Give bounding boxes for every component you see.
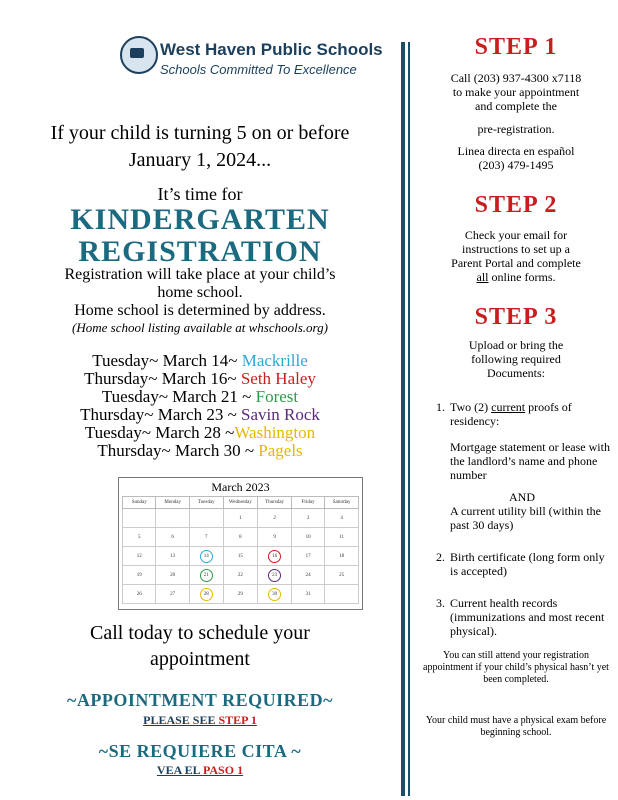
weekday-header: Friday <box>292 497 325 509</box>
step3-title: STEP 3 <box>474 304 558 330</box>
march-2023-calendar <box>118 477 363 610</box>
weekday-header: Sunday <box>123 497 156 509</box>
step1-line: Linea directa en español <box>457 144 575 158</box>
calendar-week <box>123 566 359 585</box>
weekday-header: Wednesday <box>223 497 258 509</box>
calendar-day <box>258 547 292 566</box>
circled-date: 23 <box>268 569 281 582</box>
circled-date: 30 <box>268 588 281 601</box>
item1-utility-bill: A current utility bill (within the past 30 days) <box>450 504 601 532</box>
date-label: Thursday~ March 30 ~ <box>97 441 259 460</box>
kindergarten-word: KINDERGARTEN <box>70 203 330 236</box>
calendar-week <box>123 585 359 604</box>
calendar-day <box>189 547 223 566</box>
list-item: 3. Current health records (immunizations and most recent physical). <box>448 596 614 638</box>
registration-dates <box>0 352 400 460</box>
date-label: Tuesday~ March 21 ~ <box>101 387 256 406</box>
intro-line-1: If your child is turning 5 on or before <box>50 122 350 144</box>
school-label: Mackrille <box>241 351 308 370</box>
all-emphasis: all <box>476 270 489 284</box>
step1-line: Call (203) 937-4300 x7118 <box>450 71 582 85</box>
calendar-day: 31 <box>292 585 325 604</box>
school-logo <box>120 36 158 74</box>
calendar-day: 18 <box>325 547 359 566</box>
se-requiere-cita-heading: ~SE REQUIERE CITA ~ <box>98 741 302 761</box>
vea-el-paso1 <box>0 763 400 778</box>
calendar-day: 15 <box>223 547 258 566</box>
calendar-day: 27 <box>156 585 190 604</box>
calendar-day: 2 <box>258 509 292 528</box>
please-see-label: PLEASE SEE <box>143 713 219 727</box>
date-row <box>0 406 400 424</box>
calendar-day: 29 <box>223 585 258 604</box>
weekday-header: Tuesday <box>189 497 223 509</box>
calendar-day: 25 <box>325 566 359 585</box>
calendar-day: 8 <box>223 528 258 547</box>
step1-instructions <box>418 71 614 113</box>
circled-date: 28 <box>200 588 213 601</box>
step2-instructions <box>418 228 614 284</box>
registration-info <box>0 266 400 320</box>
calendar-day <box>258 566 292 585</box>
circled-date: 21 <box>200 569 213 582</box>
column-divider <box>401 42 405 796</box>
calendar-week <box>123 547 359 566</box>
school-label: Seth Haley <box>240 369 316 388</box>
school-label: Savin Rock <box>241 405 320 424</box>
calendar-day: 17 <box>292 547 325 566</box>
calendar-day: 24 <box>292 566 325 585</box>
circled-date: 16 <box>268 550 281 563</box>
calendar-day: 7 <box>189 528 223 547</box>
step3-line: Upload or bring the <box>468 338 564 352</box>
appointment-required-heading: ~APPOINTMENT REQUIRED~ <box>67 690 333 710</box>
date-label: Thursday~ March 23 ~ <box>80 405 242 424</box>
step3-line: following required <box>471 352 561 366</box>
calendar-day <box>123 509 156 528</box>
calendar-day: 5 <box>123 528 156 547</box>
calendar-day: 26 <box>123 585 156 604</box>
please-see-step1 <box>0 713 400 728</box>
calendar-day: 11 <box>325 528 359 547</box>
date-row <box>0 388 400 406</box>
step1-spanish-phone: (203) 479-1495 <box>478 158 554 172</box>
its-time-text: It’s time for <box>157 184 243 204</box>
paso1-reference: PASO 1 <box>202 763 244 777</box>
reg-line-1: Registration will take place at your child’s <box>64 266 336 283</box>
calendar-day: 12 <box>123 547 156 566</box>
step1-spanish-line <box>418 144 614 172</box>
home-school-listing-note: (Home school listing available at whschools.org) <box>72 320 328 335</box>
date-row <box>0 442 400 460</box>
calendar-week <box>123 528 359 547</box>
step3-instructions <box>418 338 614 380</box>
item1-text: Two (2) <box>450 400 492 414</box>
date-label: Tuesday~ March 28 ~ <box>84 423 235 442</box>
calendar-day <box>189 585 223 604</box>
step2-line: Parent Portal and complete <box>451 256 581 270</box>
school-tagline: Schools Committed To Excellence <box>160 62 357 77</box>
school-label: Washington <box>234 423 316 442</box>
calendar-week <box>123 509 359 528</box>
calendar-day: 4 <box>325 509 359 528</box>
calendar-day: 13 <box>156 547 190 566</box>
physical-note: You can still attend your registration appointment if your child’s physical hasn’t yet been completed. <box>423 650 609 685</box>
date-label: Tuesday~ March 14~ <box>92 351 242 370</box>
reg-line-3: Home school is determined by address. <box>74 302 326 319</box>
vea-el-label: VEA EL <box>156 763 203 777</box>
circled-date: 14 <box>200 550 213 563</box>
kindergarten-registration-heading <box>0 204 400 268</box>
weekday-header: Thursday <box>258 497 292 509</box>
registration-word: REGISTRATION <box>78 235 322 268</box>
list-item <box>448 400 614 532</box>
calendar-day: 19 <box>123 566 156 585</box>
date-row <box>0 370 400 388</box>
calendar-weekday-row <box>123 497 359 509</box>
step2-line-rest: online forms. <box>488 270 556 284</box>
intro-text <box>0 120 400 174</box>
step2-line <box>418 270 614 284</box>
calendar-title: March 2023 <box>211 480 270 494</box>
calendar-day <box>325 585 359 604</box>
calendar-day: 1 <box>223 509 258 528</box>
calendar-day <box>156 509 190 528</box>
list-item: 2. Birth certificate (long form only is accepted) <box>448 550 614 578</box>
step1-title: STEP 1 <box>474 34 558 60</box>
calendar-day <box>189 566 223 585</box>
calendar-day: 10 <box>292 528 325 547</box>
call-line-1: Call today to schedule your <box>90 622 310 644</box>
column-divider-thin <box>408 42 410 796</box>
date-label: Thursday~ March 16~ <box>84 369 241 388</box>
current-emphasis: current <box>491 400 526 414</box>
weekday-header: Monday <box>156 497 190 509</box>
step1-line: to make your appointment <box>452 85 580 99</box>
call-line-2: appointment <box>150 648 250 670</box>
step1-line: and complete the <box>475 99 557 113</box>
required-documents-list <box>428 400 614 646</box>
calendar-day: 6 <box>156 528 190 547</box>
step3-line: Documents: <box>487 366 545 380</box>
physical-requirement-note: Your child must have a physical exam before beginning school. <box>425 715 607 738</box>
calendar-day: 3 <box>292 509 325 528</box>
item1-text-rest: proofs of residency: <box>450 400 572 428</box>
calendar-day: 22 <box>223 566 258 585</box>
calendar-weeks <box>123 509 359 604</box>
date-row <box>0 352 400 370</box>
calendar-day <box>189 509 223 528</box>
calendar-day <box>258 585 292 604</box>
call-today-text <box>0 620 400 672</box>
item1-mortgage: Mortgage statement or lease with the landlord’s name and phone number <box>450 440 610 482</box>
school-name: West Haven Public Schools <box>160 40 383 59</box>
school-label: Pagels <box>258 441 303 460</box>
step1-preregistration: pre-registration. <box>477 122 555 136</box>
intro-line-2: January 1, 2024... <box>128 149 272 171</box>
item1-and: AND <box>509 490 535 504</box>
step2-line: instructions to set up a <box>462 242 570 256</box>
calendar-day: 9 <box>258 528 292 547</box>
step2-line: Check your email for <box>464 228 568 242</box>
weekday-header: Saturday <box>325 497 359 509</box>
date-row <box>0 424 400 442</box>
step2-title: STEP 2 <box>474 192 558 218</box>
calendar-day: 20 <box>156 566 190 585</box>
school-label: Forest <box>255 387 299 406</box>
reg-line-2: home school. <box>157 284 243 301</box>
calendar-grid <box>122 496 359 604</box>
step1-reference: STEP 1 <box>218 713 257 727</box>
